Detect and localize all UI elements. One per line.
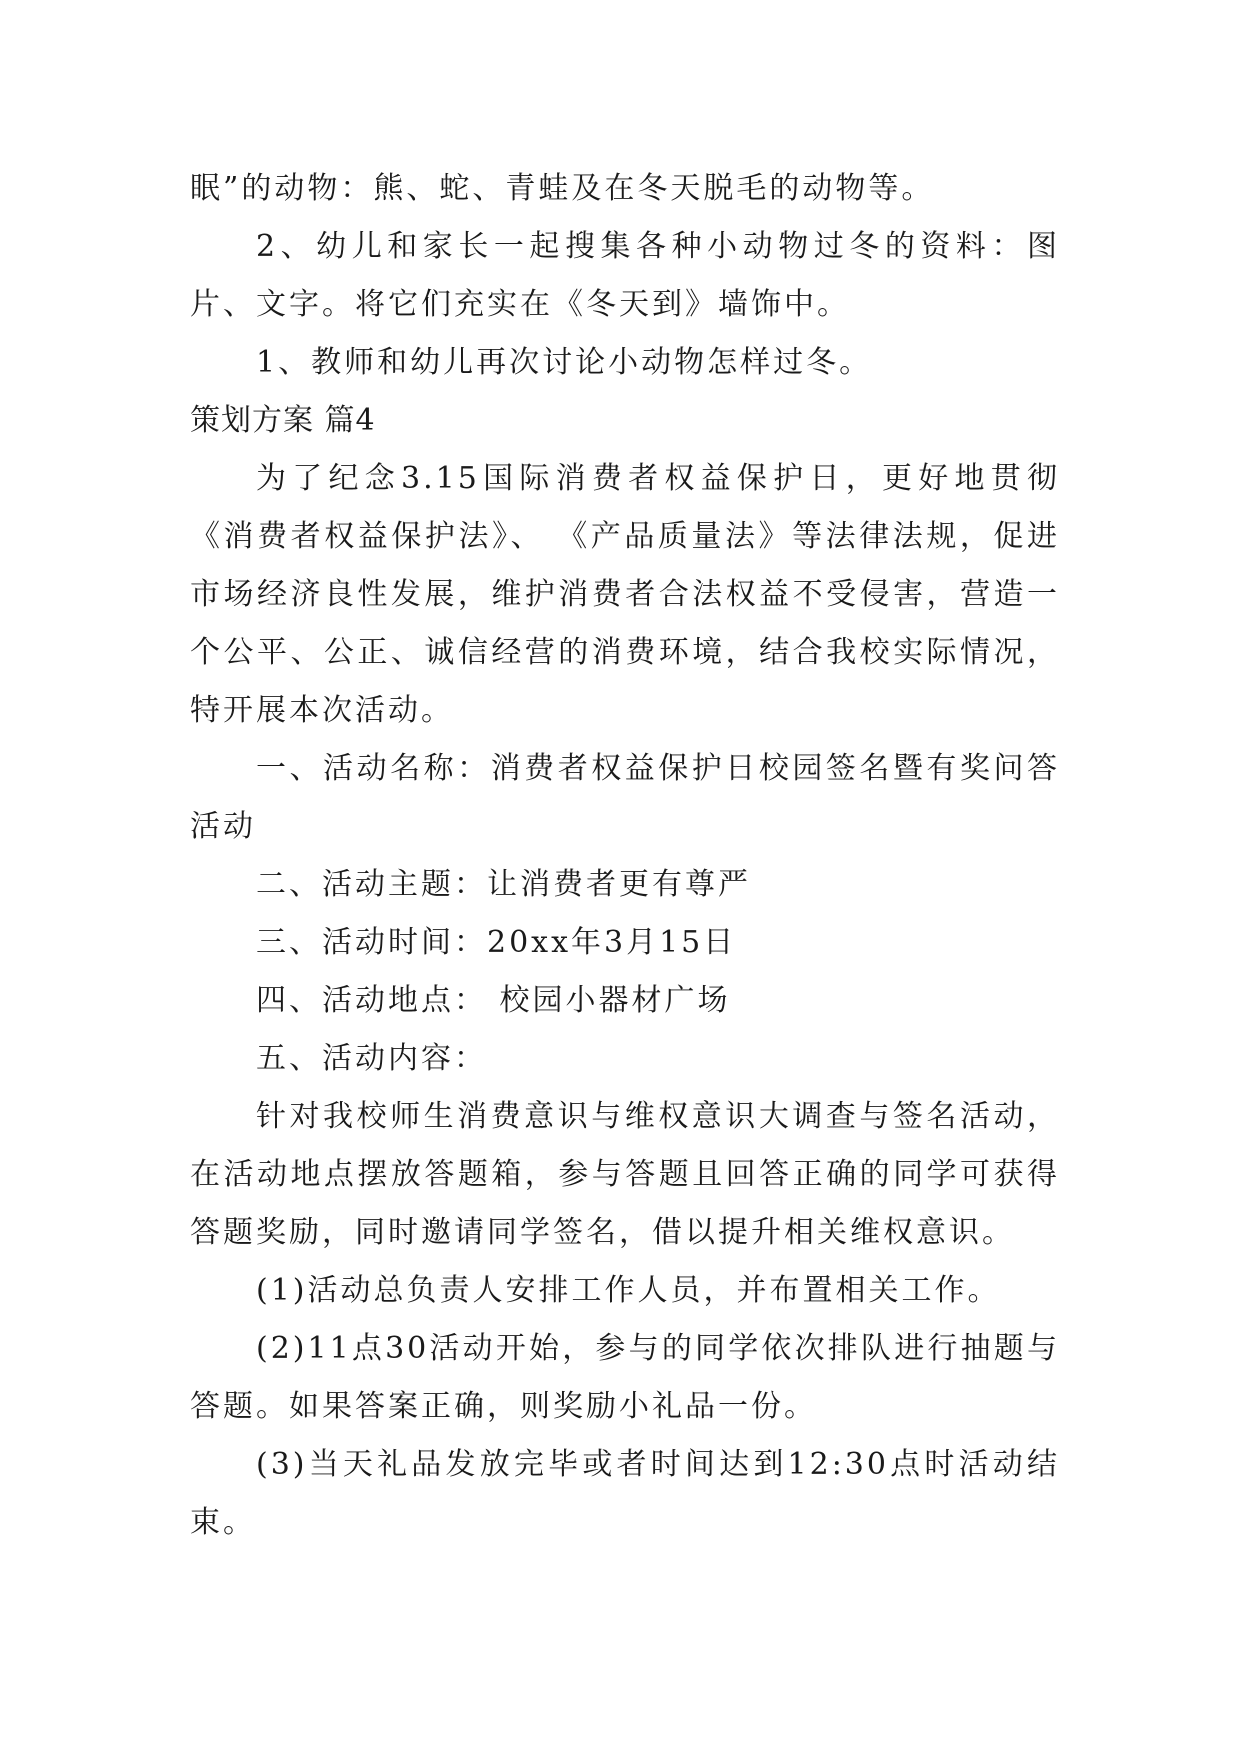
paragraph-2: 2、幼儿和家长一起搜集各种小动物过冬的资料：图片、文字。将它们充实在《冬天到》墙饰中。 [190,229,1060,322]
section-heading: 策划方案 篇4 [190,403,376,438]
step-2: (2)11点30活动开始，参与的同学依次排队进行抽题与答题。如果答案正确，则奖励小礼品一份。 [190,1331,1060,1424]
activity-location: 四、活动地点： 校园小器材广场 [256,983,731,1018]
step-3: (3)当天礼品发放完毕或者时间达到12:30点时活动结束。 [190,1447,1060,1540]
paragraph-3: 1、教师和幼儿再次讨论小动物怎样过冬。 [256,345,873,380]
activity-time: 三、活动时间：20xx年3月15日 [256,925,737,960]
activity-name: 一、活动名称：消费者权益保护日校园签名暨有奖问答活动 [190,751,1060,844]
paragraph-intro: 为了纪念3.15国际消费者权益保护日，更好地贯彻《消费者权益保护法》、 《产品质量法》等法律法规，促进市场经济良性发展，维护消费者合法权益不受侵害，营造一个公平、公正、诚信经营的消费环境，结合我校实际情况，特开展本次活动。 [190,461,1060,728]
step-1: (1)活动总负责人安排工作人员，并布置相关工作。 [256,1273,1001,1308]
paragraph-1: 眠”的动物：熊、蛇、青蛙及在冬天脱毛的动物等。 [190,171,935,206]
document-body [190,160,1060,1552]
activity-content-heading: 五、活动内容： [256,1041,487,1076]
activity-theme: 二、活动主题：让消费者更有尊严 [256,867,751,902]
activity-content-body: 针对我校师生消费意识与维权意识大调查与签名活动，在活动地点摆放答题箱，参与答题且回答正确的同学可获得答题奖励，同时邀请同学签名，借以提升相关维权意识。 [190,1099,1060,1250]
